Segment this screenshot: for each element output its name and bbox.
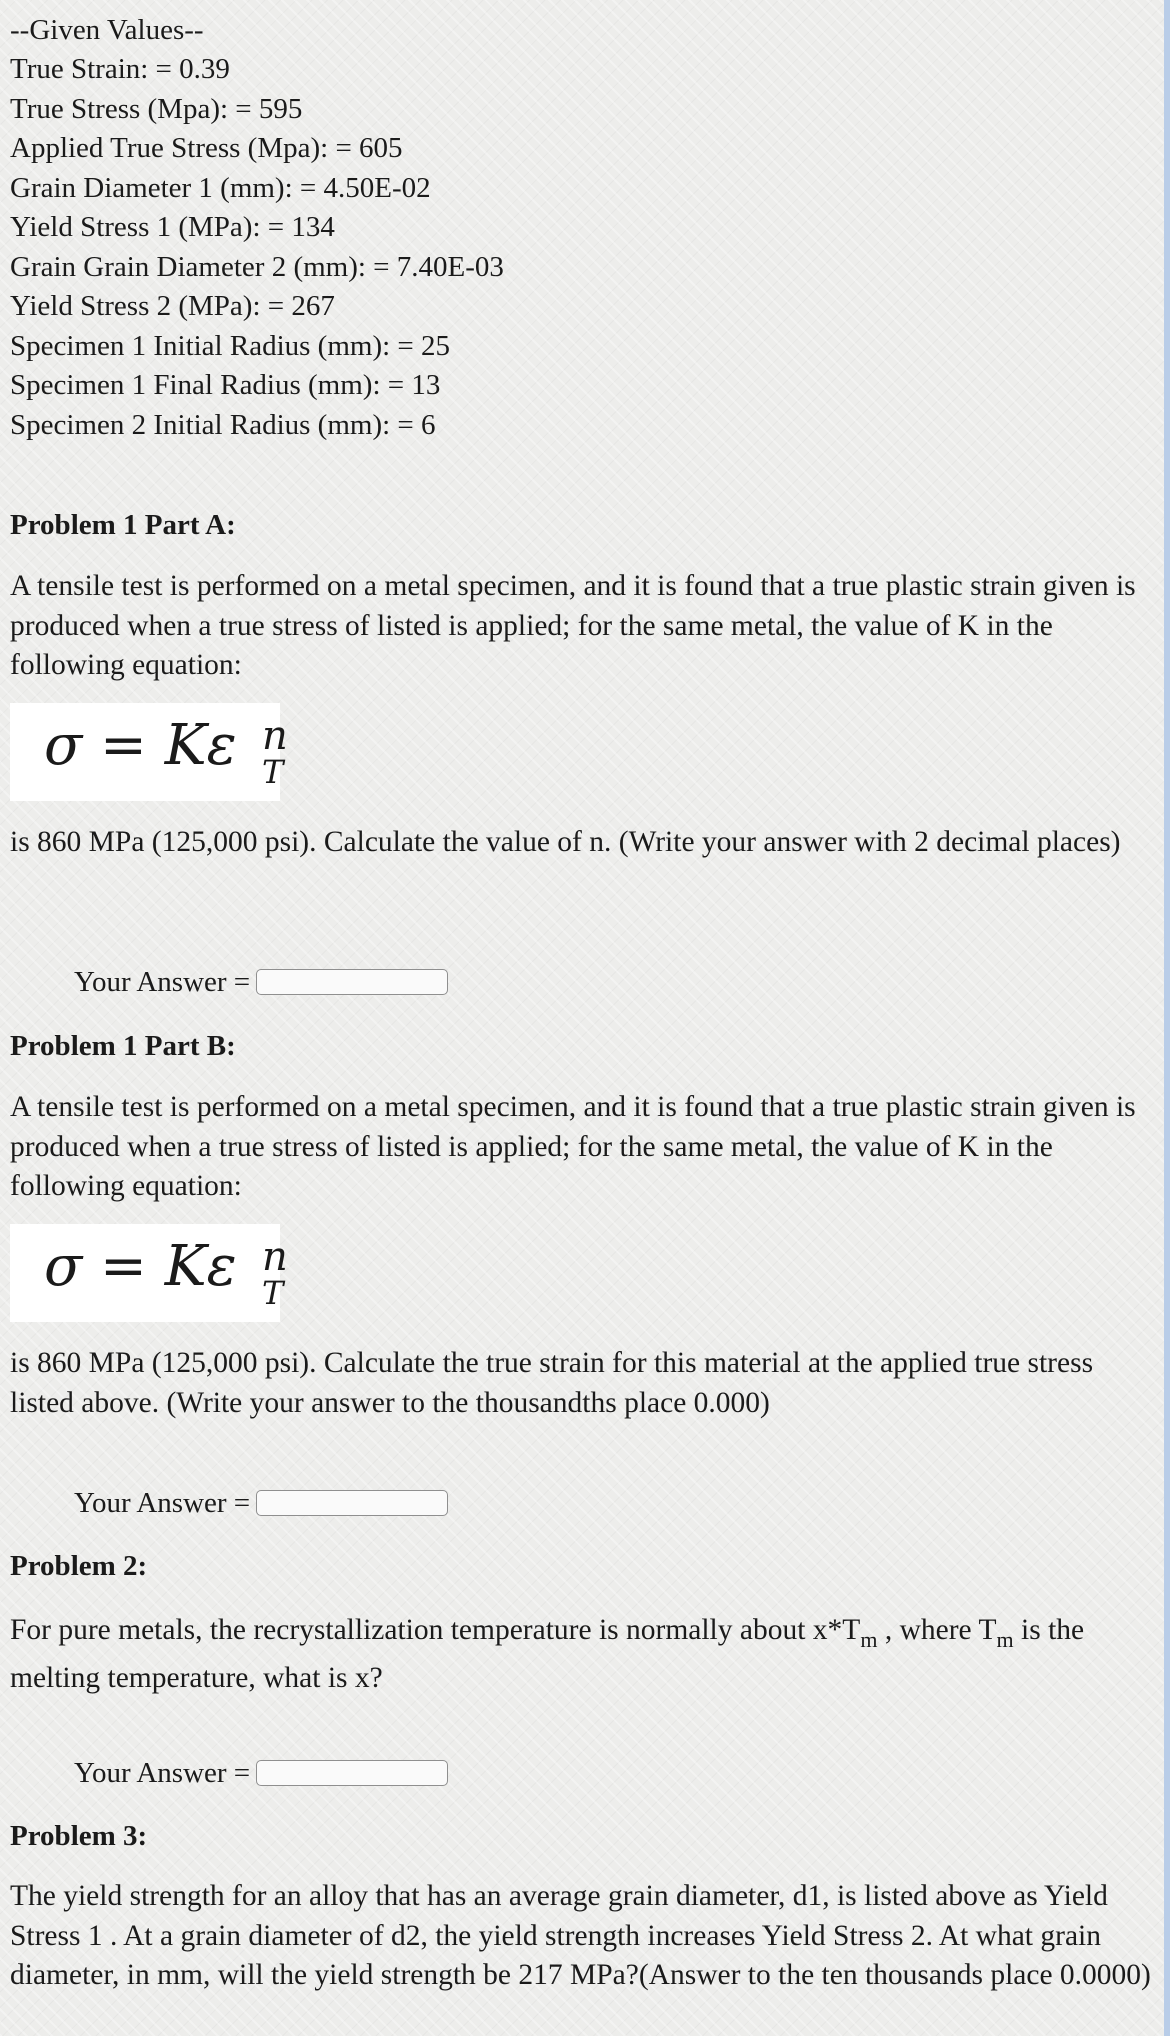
answer-label: Your Answer = [74,1757,251,1789]
equals-sign: = [100,713,147,778]
problem-2-text-part: For pure metals, the recrystallization temperature is normally about x*T [10,1614,861,1646]
exponent-n: n [262,713,288,759]
problem-2-text [10,1607,1160,1701]
given-values-header: --Given Values-- [10,14,204,46]
subscript-m: m [860,1627,878,1652]
answer-label: Your Answer = [74,966,251,998]
problem-1a-answer-input[interactable] [256,969,448,995]
subscript-t: T [262,753,284,791]
equation-box-1a [10,703,288,801]
equals-sign: = [100,1234,147,1299]
sigma-symbol: σ [44,713,83,778]
epsilon-symbol: ε [206,713,237,778]
given-specimen-1-final-radius: Specimen 1 Final Radius (mm): = 13 [10,369,441,401]
answer-label: Your Answer = [74,1487,251,1519]
flow-curve-equation [44,711,288,791]
k-symbol: K [164,713,207,778]
subscript-m: m [996,1627,1014,1652]
problem-2-text-part: , where T [877,1614,997,1646]
given-applied-true-stress: Applied True Stress (Mpa): = 605 [10,132,403,164]
given-yield-stress-2: Yield Stress 2 (MPa): = 267 [10,290,335,322]
problem-2-answer-input[interactable] [256,1760,448,1786]
equation-box-1b [10,1224,288,1322]
problem-1b-heading: Problem 1 Part B: [10,1030,236,1062]
problem-1a-heading: Problem 1 Part A: [10,509,236,541]
given-grain-diameter-1: Grain Diameter 1 (mm): = 4.50E-02 [10,172,431,204]
flow-curve-equation [44,1232,288,1312]
given-specimen-2-initial-radius: Specimen 2 Initial Radius (mm): = 6 [10,409,436,441]
problem-1b-answer-row [74,1484,448,1522]
page-right-border [1164,0,1170,2036]
problem-1b-question: is 860 MPa (125,000 psi). Calculate the true strain for this material at the applied true stress listed above. (Write your answer to the thousandths place 0.000) [10,1347,1094,1419]
given-yield-stress-1: Yield Stress 1 (MPa): = 134 [10,211,335,243]
problem-3-text: The yield strength for an alloy that has an average grain diameter, d1, is listed above as Yield Stress 1 . At a grain diameter of d2, the yield strength increases Yield Stress 2. At what grain diameter, in mm, will the yield strength be 217 MPa?(Answer to the ten thousands place 0.0000) [10,1880,1151,1991]
given-specimen-1-initial-radius: Specimen 1 Initial Radius (mm): = 25 [10,330,451,362]
problem-3-heading: Problem 3: [10,1820,148,1852]
problem-1a-answer-row [74,963,448,1001]
given-true-strain: True Strain: = 0.39 [10,53,230,85]
k-symbol: K [164,1234,207,1299]
given-true-stress: True Stress (Mpa): = 595 [10,93,303,125]
problem-1b-answer-input[interactable] [256,1490,448,1516]
problem-2-text-part: is the melting temperature, what is x? [10,1614,1085,1694]
subscript-t: T [262,1274,284,1312]
exponent-n: n [262,1234,288,1280]
problem-2-heading: Problem 2: [10,1550,148,1582]
epsilon-symbol: ε [206,1234,237,1299]
problem-1b-intro: A tensile test is performed on a metal specimen, and it is found that a true plastic strain given is produced when a true stress of listed is applied; for the same metal, the value of K in the following equation: [10,1091,1136,1202]
problem-2-answer-row [74,1754,448,1792]
problem-1a-question: is 860 MPa (125,000 psi). Calculate the value of n. (Write your answer with 2 decimal places) [10,826,1121,858]
given-grain-diameter-2: Grain Grain Diameter 2 (mm): = 7.40E-03 [10,251,504,283]
sigma-symbol: σ [44,1234,83,1299]
problem-1a-intro: A tensile test is performed on a metal specimen, and it is found that a true plastic strain given is produced when a true stress of listed is applied; for the same metal, the value of K in the following equation: [10,570,1136,681]
